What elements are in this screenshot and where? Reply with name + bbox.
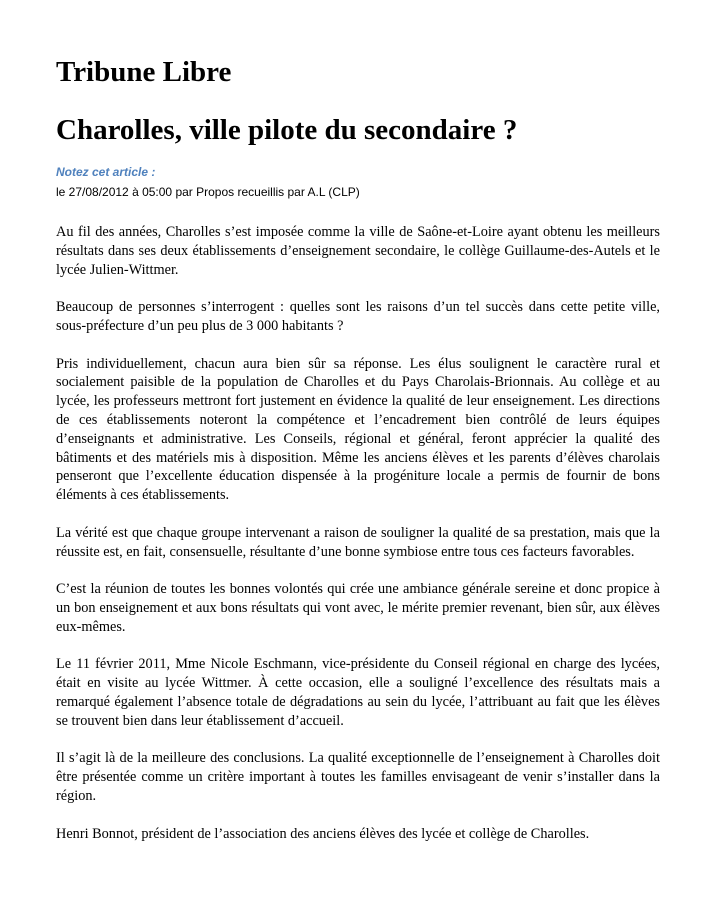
article-headline: Charolles, ville pilote du secondaire ?: [56, 114, 518, 146]
paragraph-signature: Henri Bonnot, président de l’association des anciens élèves des lycée et collège de Charolles.: [56, 825, 590, 842]
paragraph-intro: Au fil des années, Charolles s’est imposée comme la ville de Saône-et-Loire ayant obtenu les meilleurs résultats dans ses deux établissements d’enseignement secondaire, le collège Guillaume-des-Autels et le lycée Julien-Wittmer.: [56, 224, 660, 278]
paragraph-truth: La vérité est que chaque groupe intervenant a raison de souligner la qualité de sa prestation, mais que la réussite est, en fait, consensuelle, résultante d’une bonne symbiose entre tous ces facteurs favorables.: [56, 524, 660, 560]
rate-article-label[interactable]: Notez cet article :: [56, 165, 156, 179]
article-body: [56, 223, 660, 843]
section-title: Tribune Libre: [56, 56, 232, 88]
paragraph-conclusion: Il s’agit là de la meilleure des conclusions. La qualité exceptionnelle de l’enseignement à Charolles doit être présentée comme un critère important à toutes les familles envisageant de venir s’installer dans la région.: [56, 750, 660, 804]
article-byline: le 27/08/2012 à 05:00 par Propos recueillis par A.L (CLP): [56, 185, 360, 199]
paragraph-visit: Le 11 février 2011, Mme Nicole Eschmann, vice-présidente du Conseil régional en charge des lycées, était en visite au lycée Wittmer. À cette occasion, elle a souligné l’excellence des résultats mais a remarqué également l’absence totale de dégradations au sein du lycée, l’attribuant au fait que les élèves se trouvent bien dans leur établissement d’accueil.: [56, 656, 660, 729]
paragraph-goodwill: C’est la réunion de toutes les bonnes volontés qui crée une ambiance générale sereine et donc propice à un bon enseignement et aux bons résultats qui vont avec, le mérite premier revenant, bien sûr, aux élèves eux-mêmes.: [56, 581, 660, 635]
paragraph-question: Beaucoup de personnes s’interrogent : quelles sont les raisons d’un tel succès dans cette petite ville, sous-préfecture d’un peu plus de 3 000 habitants ?: [56, 299, 660, 334]
paragraph-opinions: Pris individuellement, chacun aura bien sûr sa réponse. Les élus soulignent le caractère rural et socialement paisible de la population de Charolles et du Pays Charolais-Brionnais. Au collège et au lycée, les professeurs mettront fort justement en évidence la qualité de leur enseignement. Les directions de ces établissements noteront la compétence et l’encadrement bien contrôlé de leurs équipes d’enseignants et administrative. Les Conseils, régional et général, feront apprécier la qualité des bâtiments et des matériels mis à disposition. Même les anciens élèves et les parents d’élèves charolais penseront que l’excellente éducation dispensée à la progéniture locale a permis de fournir de bons éléments à ces établissements.: [56, 355, 660, 504]
